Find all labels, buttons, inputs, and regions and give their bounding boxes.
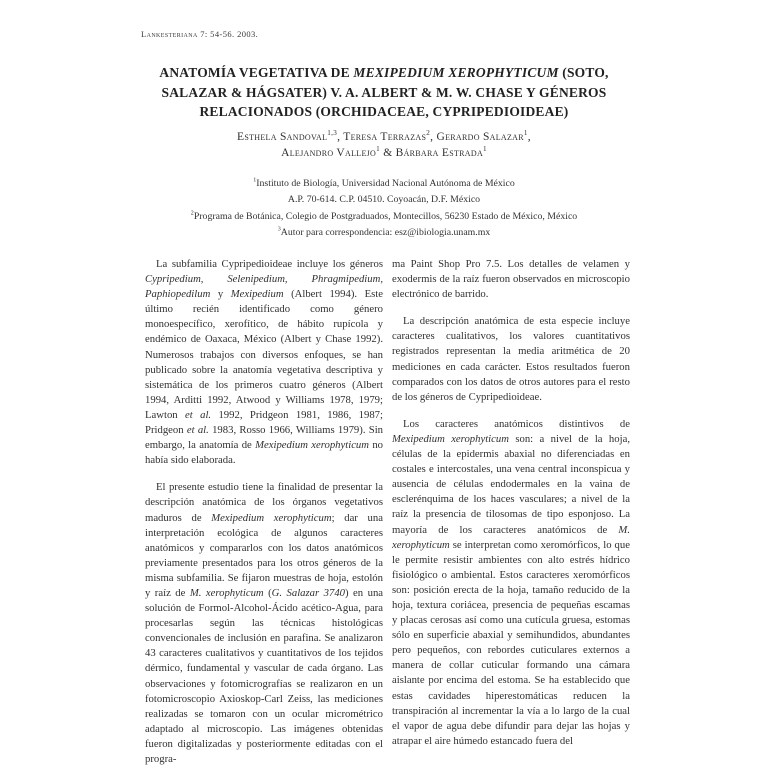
title-line: ANATOMÍA VEGETATIVA DE MEXIPEDIUM XEROPHYTICUM (SOTO,: [159, 65, 609, 80]
author-line: Esthela Sandoval$^{1,3}$, Teresa Terrazas$^2$, Gerardo Salazar$^1$,: [237, 129, 531, 143]
paragraph: El presente estudio tiene la finalidad de presentar la descripción anatómica de los órganos vegetativos maduros de Mexipedium xerophyticum; dar una interpretación ecológica de algunos caracteres anatómicos y compararlos con los datos anatómicos previamente presentados para los otros géneros de la misma subfamilia. Se fijaron muestras de hoja, estolón y raíz de M. xerophyticum (G. Salazar 3740) en una solución de Formol-Alcohol-Ácido acético-Agua, para procesarlas según las técnicas histológicas convencionales de inclusión en parafina. Se analizaron 43 caracteres cualitativos y cuantitativos de los tejidos dérmico, fundamental y vascular de cada órgano. Las observaciones y fotomicrografías se realizaron en un fotomicroscopio Axioskop-Carl Zeiss, las mediciones realizadas se tomaron con un ocular micrométrico adaptado al microscopio. Las imágenes obtenidas fueron digitalizadas y posteriormente editadas con el progra-: [145, 481, 384, 765]
paragraph: La descripción anatómica de esta especie incluye caracteres cualitativos, los valores cuantitativos registrados representan la media aritmética de 20 mediciones en cada carácter. Estos resultados fueron comparados con los datos de otros autores para el resto de los géneros de Cypripedioideae.: [392, 315, 630, 403]
paragraph: ma Paint Shop Pro 7.5. Los detalles de velamen y exodermis de la raíz fueron observados en microscopio electrónico de barrido.: [392, 258, 630, 301]
title-line: RELACIONADOS (ORCHIDACEAE, CYPRIPEDIOIDEAE): [199, 104, 569, 119]
affiliation-line: $^2$Programa de Botánica, Colegio de Postgraduados, Montecillos, 56230 Estado de México, México: [190, 210, 578, 222]
body-text: [145, 257, 631, 779]
affiliation-line: $^3$Autor para correspondencia: esz@ibiologia.unam.mx: [277, 226, 491, 238]
paragraph: Los caracteres anatómicos distintivos de Mexipedium xerophyticum son: a nivel de la hoja, células de la epidermis abaxial no diferenciadas en costales e intercostales, una vena central inconspicua y ausencia de células endodermales en la vaina de esclerénquima de los haces vasculares; a nivel de la raíz la presencia de tilosomas de tipo esponjoso. La mayoría de los caracteres anatómicos de M. xerophyticum se interpretan como xeromórficos, lo que le permite resistir ambientes con alto estrés hídrico fisiológico o ambiental. Estos caracteres xeromórficos son: posición erecta de la hoja, tamaño reducido de la hoja, textura coriácea, presencia de pequeñas escamas y placas cerosas así como una cutícula gruesa, estomas sólo en superficie abaxial y semihundidos, abundantes pero pequeños, con rebordes cuticulares externos a manera de collar cuticular formando una cámara aislante por encima del estoma. Se ha establecido que estas cavidades hiperestomáticas reducen la transpiración al incrementar la vía a lo largo de la cual el vapor de agua debe difundir para dejar las hojas y atrapar el aire húmedo estancado fuera del: [392, 417, 630, 747]
paragraph: La subfamilia Cypripedioideae incluye los géneros Cypripedium, Selenipedium, Phragmipedium, Paphiopedilum y Mexipedium (Albert 1994). Este último recién identificado como género monoespecífico, xerofítico, de hábito rupícola y endémico de Oaxaca, México (Albert y Chase 1992). Numerosos trabajos con diversos enfoques, se han publicado sobre la anatomía vegetativa descriptiva y sistemática de los primeros cuatro géneros (Albert 1994, Arditti 1992, Atwood y Williams 1978, 1979; Lawton et al. 1992, Pridgeon 1981, 1986, 1987; Pridgeon et al. 1983, Rosso 1966, Williams 1979). Sin embargo, la anatomía de Mexipedium xerophyticum no había sido elaborada.: [145, 258, 384, 467]
right-column: [392, 257, 630, 779]
authors: [134, 130, 634, 161]
left-column: [145, 257, 383, 779]
journal-header: Lankesteriana 7: 54-56. 2003.: [141, 29, 259, 39]
affiliations: [104, 176, 664, 240]
title-line: SALAZAR & HÁGSATER) V. A. ALBERT & M. W. CHASE Y GÉNEROS: [161, 84, 607, 100]
affiliation-line: A.P. 70-614. C.P. 04510. Coyoacán, D.F. México: [287, 193, 481, 205]
affiliation-line: $^1$Instituto de Biología, Universidad Nacional Autónoma de México: [253, 177, 515, 189]
author-line: Alejandro Vallejo$^1$ & Bárbara Estrada$^1$: [281, 144, 487, 159]
article-title: [134, 63, 634, 122]
